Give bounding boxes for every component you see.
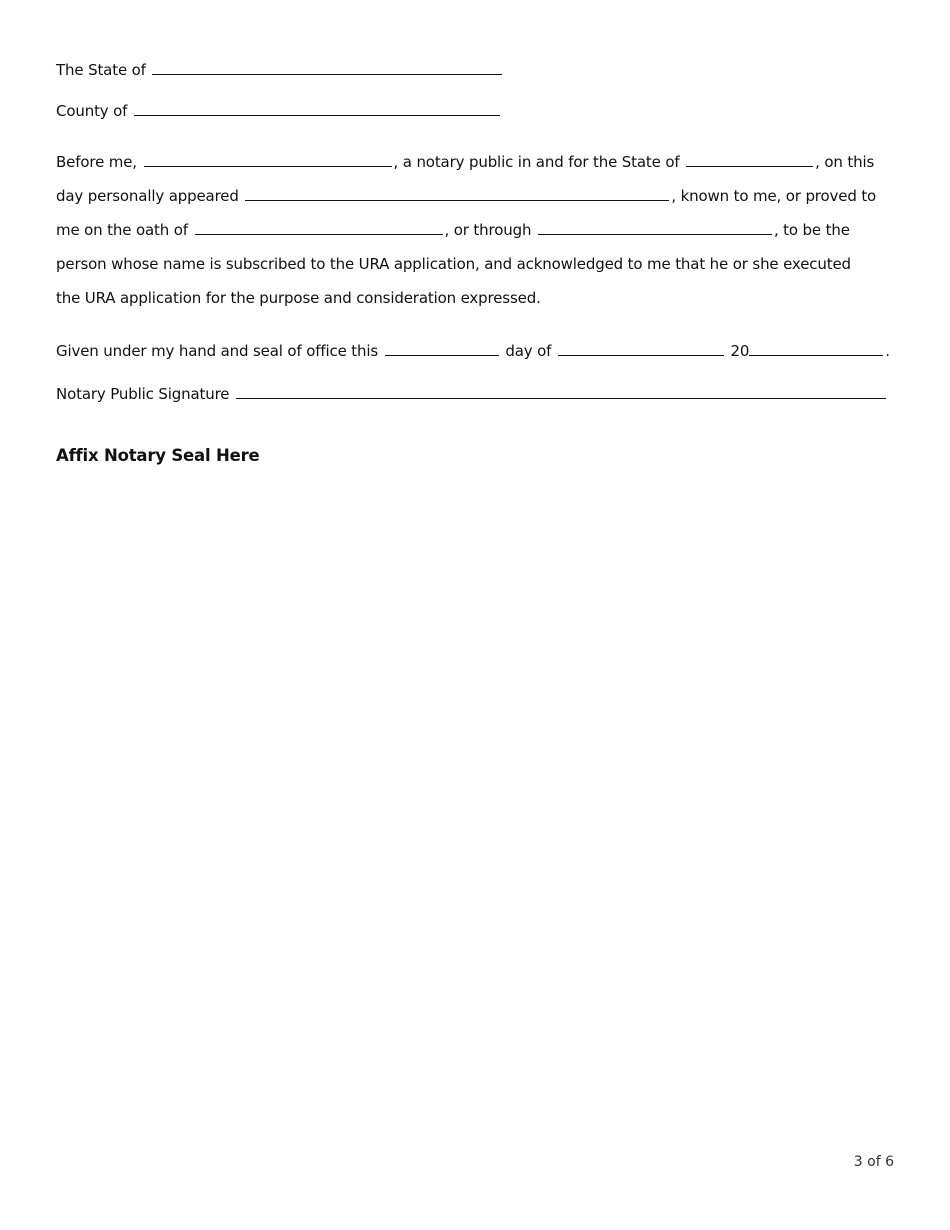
state-label: The State of (56, 61, 146, 79)
para-line-5 (56, 288, 541, 308)
para-line-4-text: person whose name is subscribed to the URA application, and acknowledged to me that he or she executed (56, 255, 851, 273)
notary-public-text: , a notary public in and for the State of (393, 153, 680, 171)
identification-field[interactable] (538, 220, 772, 235)
year-prefix-text: 20 (730, 342, 750, 360)
signature-label: Notary Public Signature (56, 385, 230, 403)
county-label: County of (56, 102, 128, 120)
page-number: 3 of 6 (853, 1154, 894, 1170)
state-field[interactable] (152, 60, 502, 75)
to-be-the-text: , to be the (773, 221, 850, 239)
given-prefix-text: Given under my hand and seal of office this (56, 342, 379, 360)
given-month-field[interactable] (558, 341, 724, 356)
appeared-person-field[interactable] (245, 186, 669, 201)
signature-row (56, 384, 888, 404)
oath-person-field[interactable] (195, 220, 443, 235)
given-row (56, 341, 890, 361)
notary-state-field[interactable] (686, 152, 813, 167)
known-to-me-text: , known to me, or proved to (671, 187, 877, 205)
affix-seal-heading: Affix Notary Seal Here (56, 446, 260, 465)
given-end-text: . (885, 342, 890, 360)
given-year-field[interactable] (749, 341, 883, 356)
state-row (56, 60, 504, 80)
or-through-text: , or through (444, 221, 532, 239)
on-this-text: , on this (815, 153, 875, 171)
para-line-4 (56, 254, 851, 274)
para-line-5-text: the URA application for the purpose and consideration expressed. (56, 289, 541, 307)
given-day-field[interactable] (385, 341, 499, 356)
before-me-text: Before me, (56, 153, 137, 171)
para-line-3 (56, 220, 850, 240)
notary-name-field[interactable] (144, 152, 392, 167)
para-line-2 (56, 186, 876, 206)
county-field[interactable] (134, 101, 500, 116)
para-line-1 (56, 152, 874, 172)
day-of-text: day of (505, 342, 552, 360)
county-row (56, 101, 502, 121)
oath-of-text: me on the oath of (56, 221, 188, 239)
notary-signature-field[interactable] (236, 384, 886, 399)
day-appeared-text: day personally appeared (56, 187, 239, 205)
